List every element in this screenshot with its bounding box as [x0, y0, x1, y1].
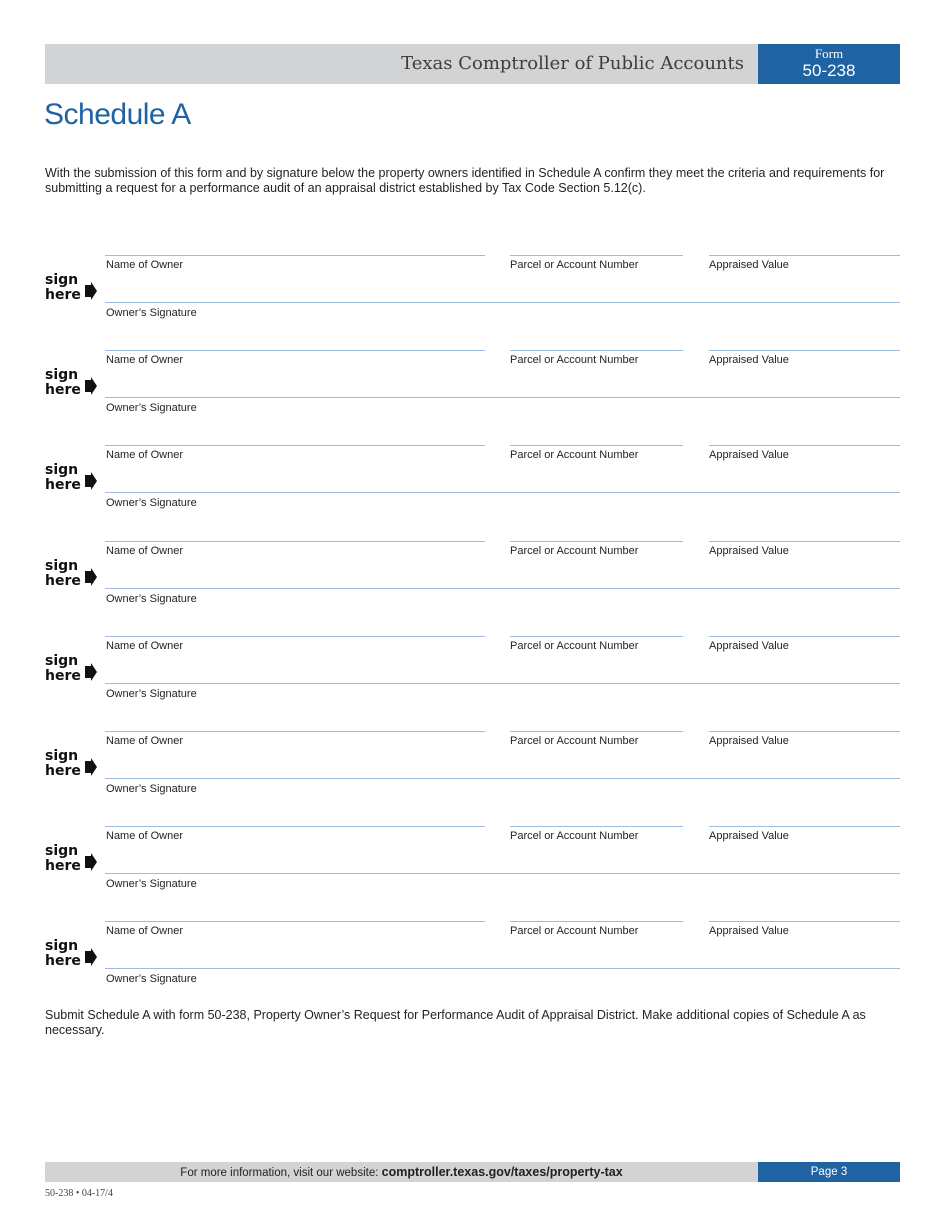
appraised-value-label: Appraised Value: [709, 735, 789, 747]
sign-here-marker: [45, 654, 101, 686]
parcel-number-label: Parcel or Account Number: [510, 830, 639, 842]
sign-here-marker: [45, 844, 101, 876]
appraised-value-label: Appraised Value: [709, 545, 789, 557]
sign-here-marker: [45, 273, 101, 305]
appraised-value-field[interactable]: [709, 921, 900, 922]
agency-name: Texas Comptroller of Public Accounts: [401, 53, 744, 74]
owner-entry: [45, 541, 900, 636]
owner-signature-label: Owner’s Signature: [106, 307, 197, 319]
sign-here-line2: here: [45, 382, 81, 398]
name-of-owner-field[interactable]: [105, 731, 485, 732]
parcel-number-field[interactable]: [510, 350, 683, 351]
appraised-value-label: Appraised Value: [709, 354, 789, 366]
website-link[interactable]: comptroller.texas.gov/taxes/property-tax: [381, 1165, 623, 1179]
sign-here-line1: sign: [45, 938, 79, 954]
appraised-value-label: Appraised Value: [709, 449, 789, 461]
parcel-number-label: Parcel or Account Number: [510, 449, 639, 461]
sign-here-marker: [45, 463, 101, 495]
owner-entry: [45, 445, 900, 540]
owner-signature-field[interactable]: [105, 778, 900, 779]
sign-here-line1: sign: [45, 462, 79, 478]
form-label: Form: [814, 46, 844, 61]
page-title: Schedule A: [44, 98, 191, 131]
parcel-number-field[interactable]: [510, 731, 683, 732]
name-of-owner-label: Name of Owner: [106, 545, 184, 557]
form-number-box: [758, 44, 900, 84]
name-of-owner-field[interactable]: [105, 541, 485, 542]
sign-here-marker: [45, 368, 101, 400]
name-of-owner-label: Name of Owner: [106, 925, 184, 937]
owner-signature-field[interactable]: [105, 302, 900, 303]
owner-signature-label: Owner’s Signature: [106, 497, 197, 509]
owner-entry: [45, 826, 900, 921]
appraised-value-field[interactable]: [709, 636, 900, 637]
form-code: 50-238 • 04-17/4: [45, 1188, 113, 1199]
parcel-number-field[interactable]: [510, 826, 683, 827]
appraised-value-field[interactable]: [709, 350, 900, 351]
sign-here-line1: sign: [45, 272, 79, 288]
arrow-right-icon: [85, 758, 97, 776]
appraised-value-field[interactable]: [709, 445, 900, 446]
arrow-right-icon: [85, 853, 97, 871]
parcel-number-label: Parcel or Account Number: [510, 925, 639, 937]
sign-here-line2: here: [45, 287, 81, 303]
appraised-value-label: Appraised Value: [709, 830, 789, 842]
arrow-right-icon: [85, 948, 97, 966]
sign-here-marker: [45, 939, 101, 971]
owner-entry: [45, 731, 900, 826]
sign-here-line2: here: [45, 858, 81, 874]
name-of-owner-label: Name of Owner: [106, 354, 184, 366]
owner-signature-field[interactable]: [105, 683, 900, 684]
parcel-number-label: Parcel or Account Number: [510, 259, 639, 271]
sign-here-line1: sign: [45, 748, 79, 764]
parcel-number-field[interactable]: [510, 445, 683, 446]
name-of-owner-label: Name of Owner: [106, 259, 184, 271]
sign-here-line1: sign: [45, 653, 79, 669]
parcel-number-field[interactable]: [510, 636, 683, 637]
footer-info-text: For more information, visit our website:: [180, 1167, 382, 1179]
footer-bar: [45, 1162, 758, 1182]
name-of-owner-field[interactable]: [105, 255, 485, 256]
name-of-owner-label: Name of Owner: [106, 449, 184, 461]
intro-text: With the submission of this form and by signature below the property owners identified in Schedule A confirm they meet the criteria and requirements for submitting a request for a performance audit of an appraisal district established by Tax Code Section 5.12(c).: [45, 166, 885, 195]
arrow-right-icon: [85, 282, 97, 300]
owner-signature-label: Owner’s Signature: [106, 593, 197, 605]
sign-here-line2: here: [45, 573, 81, 589]
appraised-value-field[interactable]: [709, 541, 900, 542]
owner-signature-label: Owner’s Signature: [106, 402, 197, 414]
sign-here-line1: sign: [45, 558, 79, 574]
owner-signature-field[interactable]: [105, 588, 900, 589]
page-number: Page 3: [758, 1162, 900, 1182]
sign-here-line2: here: [45, 477, 81, 493]
appraised-value-label: Appraised Value: [709, 640, 789, 652]
parcel-number-label: Parcel or Account Number: [510, 545, 639, 557]
name-of-owner-label: Name of Owner: [106, 830, 184, 842]
parcel-number-label: Parcel or Account Number: [510, 735, 639, 747]
owner-signature-field[interactable]: [105, 397, 900, 398]
sign-here-line2: here: [45, 668, 81, 684]
sign-here-line1: sign: [45, 367, 79, 383]
name-of-owner-field[interactable]: [105, 921, 485, 922]
owner-entry: [45, 636, 900, 731]
sign-here-marker: [45, 559, 101, 591]
sign-here-line2: here: [45, 763, 81, 779]
name-of-owner-label: Name of Owner: [106, 735, 184, 747]
owner-entry: [45, 921, 900, 1016]
closing-text: Submit Schedule A with form 50-238, Property Owner’s Request for Performance Audit of Appraisal District. Make additional copies of Schedule A as necessary.: [45, 1008, 866, 1037]
owner-signature-field[interactable]: [105, 968, 900, 969]
arrow-right-icon: [85, 663, 97, 681]
sign-here-line1: sign: [45, 843, 79, 859]
parcel-number-label: Parcel or Account Number: [510, 354, 639, 366]
owner-entry: [45, 350, 900, 445]
parcel-number-label: Parcel or Account Number: [510, 640, 639, 652]
parcel-number-field[interactable]: [510, 921, 683, 922]
name-of-owner-field[interactable]: [105, 350, 485, 351]
owner-signature-field[interactable]: [105, 492, 900, 493]
name-of-owner-label: Name of Owner: [106, 640, 184, 652]
owner-signature-label: Owner’s Signature: [106, 688, 197, 700]
owner-signature-label: Owner’s Signature: [106, 878, 197, 890]
name-of-owner-field[interactable]: [105, 636, 485, 637]
name-of-owner-field[interactable]: [105, 445, 485, 446]
appraised-value-field[interactable]: [709, 255, 900, 256]
owner-signature-field[interactable]: [105, 873, 900, 874]
owner-entry: [45, 255, 900, 350]
sign-here-marker: [45, 749, 101, 781]
arrow-right-icon: [85, 568, 97, 586]
header-bar: [45, 44, 758, 84]
parcel-number-field[interactable]: [510, 541, 683, 542]
arrow-right-icon: [85, 377, 97, 395]
sign-here-line2: here: [45, 953, 81, 969]
appraised-value-label: Appraised Value: [709, 259, 789, 271]
appraised-value-label: Appraised Value: [709, 925, 789, 937]
form-number: 50-238: [802, 61, 856, 80]
owner-signature-label: Owner’s Signature: [106, 973, 197, 985]
name-of-owner-field[interactable]: [105, 826, 485, 827]
appraised-value-field[interactable]: [709, 826, 900, 827]
owner-signature-label: Owner’s Signature: [106, 783, 197, 795]
parcel-number-field[interactable]: [510, 255, 683, 256]
appraised-value-field[interactable]: [709, 731, 900, 732]
arrow-right-icon: [85, 472, 97, 490]
